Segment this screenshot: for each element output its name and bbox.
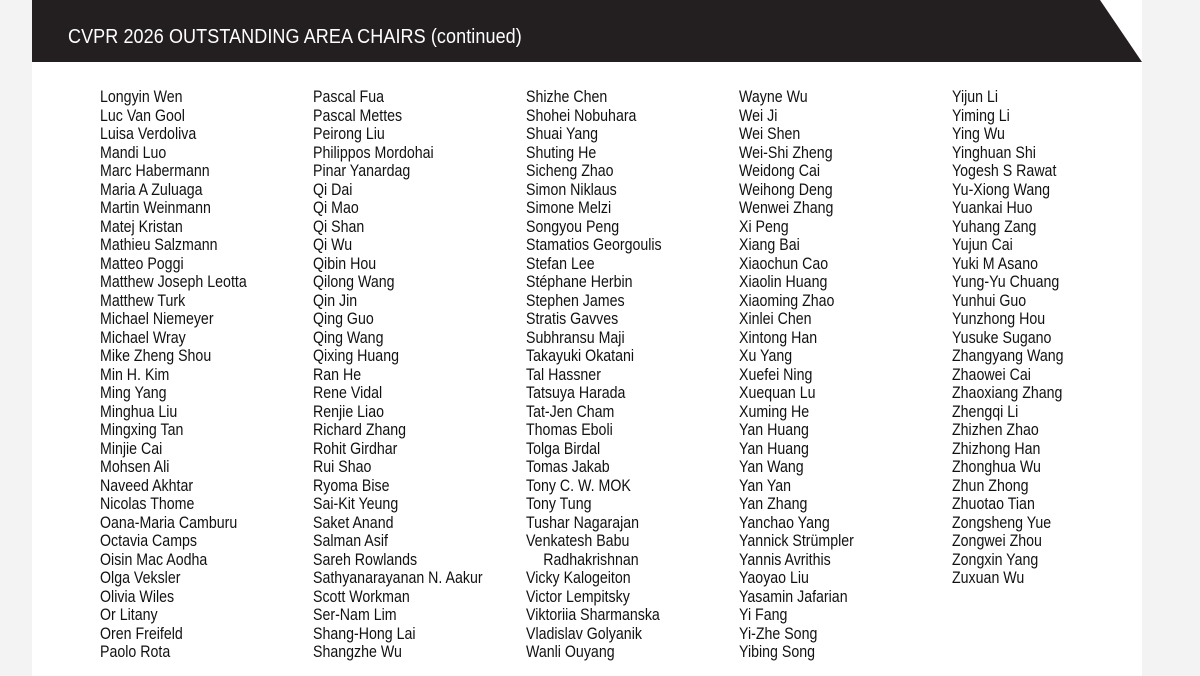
- chair-name: Wei Shen: [739, 125, 801, 143]
- chair-name: Zongsheng Yue: [952, 513, 1052, 532]
- chair-name: Zhangyang Wang: [952, 347, 1064, 365]
- chair-name: Shang-Hong Lai: [313, 624, 416, 643]
- chair-name: Qin Jin: [313, 291, 358, 310]
- chair-name: Zhaowei Cai: [952, 365, 1031, 384]
- chair-name: Peirong Liu: [313, 125, 385, 143]
- chair-name: Ran He: [313, 365, 362, 384]
- chair-name: Zhengqi Li: [952, 402, 1019, 421]
- chair-name: Min H. Kim: [100, 365, 170, 384]
- chair-name: Yujun Cai: [952, 236, 1013, 254]
- chair-name: Naveed Akhtar: [100, 476, 194, 495]
- chair-name: Pinar Yanardag: [313, 162, 411, 180]
- chair-name: Tony C. W. MOK: [526, 476, 631, 495]
- chair-name: Martin Weinmann: [100, 199, 211, 217]
- chair-name: Weidong Cai: [739, 162, 820, 180]
- chair-name: Ying Wu: [952, 125, 1005, 143]
- chair-name: Vladislav Golyanik: [526, 624, 642, 643]
- chair-name: Xinlei Chen: [739, 310, 812, 328]
- chair-name: Michael Niemeyer: [100, 310, 214, 328]
- name-column-1: [100, 88, 271, 662]
- chair-name: Oana-Maria Camburu: [100, 513, 238, 532]
- chair-name: Qi Wu: [313, 236, 353, 254]
- chair-name: Xiang Bai: [739, 236, 800, 254]
- chair-name: Sathyanarayanan N. Aakur: [313, 569, 483, 587]
- chair-name: Stefan Lee: [526, 254, 595, 273]
- chair-name: Yaoyao Liu: [739, 569, 809, 587]
- chair-name: Shohei Nobuhara: [526, 106, 637, 125]
- chair-name: Sai-Kit Yeung: [313, 495, 399, 513]
- chair-name: Yinghuan Shi: [952, 143, 1036, 162]
- chair-name: Olga Veksler: [100, 569, 181, 587]
- chair-name: Pascal Fua: [313, 88, 384, 106]
- chair-name: Matteo Poggi: [100, 254, 184, 273]
- chair-name: Rui Shao: [313, 458, 372, 476]
- chair-name: Yu-Xiong Wang: [952, 180, 1051, 199]
- chair-name: Yunhui Guo: [952, 291, 1027, 310]
- chair-name: Matej Kristan: [100, 217, 183, 236]
- chair-name: Ming Yang: [100, 384, 167, 402]
- chair-name: Yannick Strümpler: [739, 532, 854, 550]
- chair-name: Wenwei Zhang: [739, 199, 834, 217]
- chair-name: Mike Zheng Shou: [100, 347, 212, 365]
- chair-name: Mathieu Salzmann: [100, 236, 218, 254]
- chair-name: Stephen James: [526, 291, 625, 310]
- chair-name: Yan Huang: [739, 439, 809, 458]
- chair-name: Renjie Liao: [313, 402, 385, 421]
- chair-name: Stamatios Georgoulis: [526, 236, 662, 254]
- chair-name: Philippos Mordohai: [313, 143, 434, 162]
- chair-name: Xuefei Ning: [739, 365, 813, 384]
- chair-name: Zongxin Yang: [952, 550, 1039, 569]
- chair-name: Subhransu Maji: [526, 328, 625, 347]
- chair-name: Minghua Liu: [100, 402, 178, 421]
- chair-name: Wei Ji: [739, 106, 778, 125]
- chair-name: Tatsuya Harada: [526, 384, 626, 402]
- chair-name: Matthew Joseph Leotta: [100, 273, 247, 291]
- chair-name: Stratis Gavves: [526, 310, 619, 328]
- chair-name: Yasamin Jafarian: [739, 587, 848, 606]
- chair-name: Xintong Han: [739, 328, 818, 347]
- chair-name: Yannis Avrithis: [739, 550, 831, 569]
- chair-name: Wei-Shi Zheng: [739, 143, 833, 162]
- chair-name: Matthew Turk: [100, 291, 186, 310]
- chair-name: Simone Melzi: [526, 199, 612, 217]
- chair-name: Zuxuan Wu: [952, 569, 1025, 587]
- chair-name: Yi Fang: [739, 606, 788, 624]
- chair-name: Shizhe Chen: [526, 88, 608, 106]
- chair-name: Yibing Song: [739, 643, 816, 661]
- chair-name: Rohit Girdhar: [313, 439, 398, 458]
- chair-name: Xiaolin Huang: [739, 273, 828, 291]
- chair-name: Yanchao Yang: [739, 513, 830, 532]
- chair-name: Yogesh S Rawat: [952, 162, 1057, 180]
- chair-name: Yan Huang: [739, 421, 809, 439]
- chair-name: Zhizhen Zhao: [952, 421, 1039, 439]
- chair-name: Weihong Deng: [739, 180, 833, 199]
- chair-name: Yiming Li: [952, 106, 1010, 125]
- chair-name: Xu Yang: [739, 347, 793, 365]
- chair-name: Yuankai Huo: [952, 199, 1033, 217]
- chair-name: Minjie Cai: [100, 439, 163, 458]
- chair-name: Shuai Yang: [526, 125, 599, 143]
- chair-name: Qilong Wang: [313, 273, 395, 291]
- chair-name: Songyou Peng: [526, 217, 620, 236]
- chair-name: Salman Asif: [313, 532, 388, 550]
- chair-name: Rene Vidal: [313, 384, 383, 402]
- chair-name: Tony Tung: [526, 495, 592, 513]
- chair-name: Wayne Wu: [739, 88, 808, 106]
- chair-name: Xiaochun Cao: [739, 254, 829, 273]
- chair-name: Olivia Wiles: [100, 587, 175, 606]
- name-column-2: [313, 88, 510, 662]
- chair-name: Takayuki Okatani: [526, 347, 635, 365]
- chair-name: Qi Shan: [313, 217, 365, 236]
- chair-name: Tolga Birdal: [526, 439, 601, 458]
- name-column-4: [739, 88, 873, 662]
- chair-name: Simon Niklaus: [526, 180, 617, 199]
- chair-name: Venkatesh Babu: [526, 532, 630, 550]
- chair-name: Luisa Verdoliva: [100, 125, 197, 143]
- chair-name: Mohsen Ali: [100, 458, 170, 476]
- chair-name: Yung-Yu Chuang: [952, 273, 1060, 291]
- chair-name: Richard Zhang: [313, 421, 407, 439]
- chair-name: Yuhang Zang: [952, 217, 1037, 236]
- chair-name: Qixing Huang: [313, 347, 399, 365]
- chair-name: Oren Freifeld: [100, 624, 183, 643]
- chair-name: Tomas Jakab: [526, 458, 610, 476]
- chair-name: Pascal Mettes: [313, 106, 403, 125]
- chair-name: Longyin Wen: [100, 88, 183, 106]
- chair-name: Ser-Nam Lim: [313, 606, 397, 624]
- chair-name: Sicheng Zhao: [526, 162, 614, 180]
- chair-name: Tat-Jen Cham: [526, 402, 615, 421]
- chair-name: Shuting He: [526, 143, 597, 162]
- chair-name: Qing Guo: [313, 310, 374, 328]
- chair-name: Zongwei Zhou: [952, 532, 1042, 550]
- chair-name: Yan Zhang: [739, 495, 808, 513]
- chair-name: Xuming He: [739, 402, 810, 421]
- chair-name: Octavia Camps: [100, 532, 198, 550]
- chair-name: Xi Peng: [739, 217, 789, 236]
- chair-name: Victor Lempitsky: [526, 587, 630, 606]
- chair-name: Nicolas Thome: [100, 495, 195, 513]
- chair-name: Yunzhong Hou: [952, 310, 1046, 328]
- chair-name: Maria A Zuluaga: [100, 180, 203, 199]
- chair-name: Vicky Kalogeiton: [526, 569, 631, 587]
- chair-name: Mandi Luo: [100, 143, 167, 162]
- chair-name: Yan Wang: [739, 458, 804, 476]
- name-column-5: [952, 88, 1082, 588]
- chair-name: Radhakrishnan: [543, 550, 639, 569]
- chair-name: Scott Workman: [313, 587, 410, 606]
- chair-name: Yusuke Sugano: [952, 328, 1052, 347]
- chair-name: Yan Yan: [739, 476, 792, 495]
- chair-name: Wanli Ouyang: [526, 643, 615, 661]
- chair-name: Xiaoming Zhao: [739, 291, 835, 310]
- chair-name: Yuki M Asano: [952, 254, 1038, 273]
- chair-name: Marc Habermann: [100, 162, 210, 180]
- page-title: CVPR 2026 OUTSTANDING AREA CHAIRS (continued): [68, 26, 522, 48]
- chair-name: Michael Wray: [100, 328, 186, 347]
- chair-name: Oisin Mac Aodha: [100, 550, 208, 569]
- chair-name: Zhun Zhong: [952, 476, 1029, 495]
- chair-name: Thomas Eboli: [526, 421, 613, 439]
- chair-name: Zhizhong Han: [952, 439, 1041, 458]
- chair-name: Saket Anand: [313, 513, 394, 532]
- chair-name: Tal Hassner: [526, 365, 601, 384]
- chair-name: Qi Mao: [313, 199, 359, 217]
- chair-name: Shangzhe Wu: [313, 643, 402, 661]
- chair-name: Paolo Rota: [100, 643, 171, 661]
- chair-name: Luc Van Gool: [100, 106, 185, 125]
- chair-name: Xuequan Lu: [739, 384, 816, 402]
- chair-name: Qing Wang: [313, 328, 384, 347]
- name-column-3: [526, 88, 684, 662]
- chair-name: Stéphane Herbin: [526, 273, 633, 291]
- chair-name: Or Litany: [100, 606, 158, 624]
- chair-name: Zhaoxiang Zhang: [952, 384, 1063, 402]
- chair-name: Zhonghua Wu: [952, 458, 1041, 476]
- chair-name: Yi-Zhe Song: [739, 624, 818, 643]
- chair-name: Zhuotao Tian: [952, 495, 1035, 513]
- chair-name: Yijun Li: [952, 88, 999, 106]
- chair-name: Tushar Nagarajan: [526, 513, 640, 532]
- chair-name: Ryoma Bise: [313, 476, 390, 495]
- chair-name: Qibin Hou: [313, 254, 377, 273]
- chair-name: Viktoriia Sharmanska: [526, 606, 660, 624]
- chair-name: Sareh Rowlands: [313, 550, 418, 569]
- chair-name: Qi Dai: [313, 180, 353, 199]
- chair-name: Mingxing Tan: [100, 421, 184, 439]
